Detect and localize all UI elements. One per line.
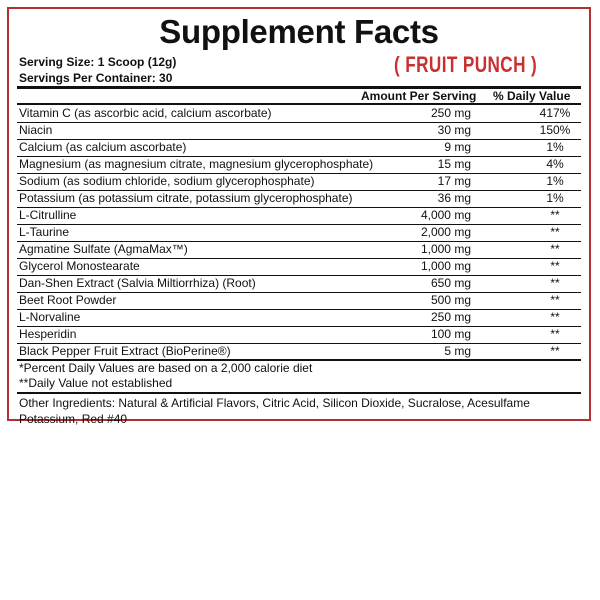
nutrient-name: Vitamin C (as ascorbic acid, calcium ascorbate): [19, 106, 272, 120]
nutrient-amount: 650 mg: [430, 276, 471, 290]
nutrient-name: Black Pepper Fruit Extract (BioPerine®): [19, 344, 231, 358]
nutrient-daily-value: 4%: [546, 157, 564, 171]
flavor-label: ( FRUIT PUNCH ): [394, 52, 538, 77]
nutrient-daily-value: **: [550, 276, 560, 290]
nutrient-name: Potassium (as potassium citrate, potassium glycerophosphate): [19, 191, 353, 205]
nutrient-daily-value: **: [550, 293, 560, 307]
nutrient-daily-value: **: [550, 344, 560, 358]
nutrient-name: Agmatine Sulfate (AgmaMax™): [19, 242, 188, 256]
table-row: [19, 258, 583, 275]
table-row: [19, 275, 583, 292]
footnote-dv-not-established: **Daily Value not established: [19, 376, 173, 390]
nutrient-daily-value: **: [550, 208, 560, 222]
nutrient-amount: 17 mg: [437, 174, 471, 188]
table-row: [19, 139, 583, 156]
nutrient-amount: 500 mg: [430, 293, 471, 307]
table-row: [19, 173, 583, 190]
table-row: [19, 326, 583, 343]
table-row: [19, 224, 583, 241]
nutrient-daily-value: 150%: [539, 123, 571, 137]
serving-size: Serving Size: 1 Scoop (12g): [19, 55, 177, 69]
other-ingredients-divider: [17, 392, 581, 394]
nutrient-amount: 2,000 mg: [420, 225, 471, 239]
nutrient-name: Niacin: [19, 123, 53, 137]
nutrient-amount: 5 mg: [444, 344, 471, 358]
table-row: [19, 190, 583, 207]
table-row: [19, 207, 583, 224]
nutrient-name: Calcium (as calcium ascorbate): [19, 140, 187, 154]
nutrient-name: Dan-Shen Extract (Salvia Miltiorrhiza) (Root): [19, 276, 256, 290]
panel-title: Supplement Facts: [159, 13, 439, 50]
nutrient-name: Magnesium (as magnesium citrate, magnesium glycerophosphate): [19, 157, 374, 171]
supplement-facts-panel: [7, 7, 591, 426]
nutrient-name: L-Citrulline: [19, 208, 77, 222]
nutrient-daily-value: **: [550, 327, 560, 341]
nutrient-name: Glycerol Monostearate: [19, 259, 140, 273]
footnote-percent-dv: *Percent Daily Values are based on a 2,000 calorie diet: [19, 361, 313, 375]
nutrient-name: L-Norvaline: [19, 310, 81, 324]
nutrient-daily-value: **: [550, 259, 560, 273]
nutrient-daily-value: **: [550, 242, 560, 256]
nutrient-amount: 100 mg: [430, 327, 471, 341]
table-row: [19, 292, 583, 309]
servings-per-container: Servings Per Container: 30: [19, 71, 173, 85]
table-row: [19, 105, 583, 122]
nutrient-amount: 36 mg: [437, 191, 471, 205]
other-ingredients: Other Ingredients: Natural & Artificial Flavors, Citric Acid, Silicon Dioxide, Sucralose, Acesulfame Potassium, Red #40: [19, 396, 530, 426]
table-row: [19, 241, 583, 258]
nutrient-daily-value: **: [550, 310, 560, 324]
nutrient-daily-value: 1%: [546, 140, 564, 154]
nutrient-daily-value: 417%: [539, 106, 571, 120]
nutrient-amount: 30 mg: [437, 123, 471, 137]
nutrient-name: Sodium (as sodium chloride, sodium glycerophosphate): [19, 174, 315, 188]
nutrient-daily-value: **: [550, 225, 560, 239]
nutrient-amount: 250 mg: [430, 310, 471, 324]
nutrient-amount: 4,000 mg: [420, 208, 471, 222]
table-row: [19, 122, 583, 139]
amount-per-serving-header: Amount Per Serving: [361, 89, 477, 103]
nutrient-name: Hesperidin: [19, 327, 77, 341]
nutrient-amount: 15 mg: [437, 157, 471, 171]
nutrient-amount: 250 mg: [430, 106, 471, 120]
table-row: [19, 343, 583, 360]
nutrient-name: L-Taurine: [19, 225, 70, 239]
nutrient-name: Beet Root Powder: [19, 293, 117, 307]
table-row: [19, 309, 583, 326]
nutrient-amount: 1,000 mg: [420, 259, 471, 273]
table-row: [19, 156, 583, 173]
nutrient-amount: 9 mg: [444, 140, 471, 154]
nutrient-amount: 1,000 mg: [420, 242, 471, 256]
nutrient-daily-value: 1%: [546, 191, 564, 205]
nutrient-daily-value: 1%: [546, 174, 564, 188]
daily-value-header: % Daily Value: [493, 89, 571, 103]
